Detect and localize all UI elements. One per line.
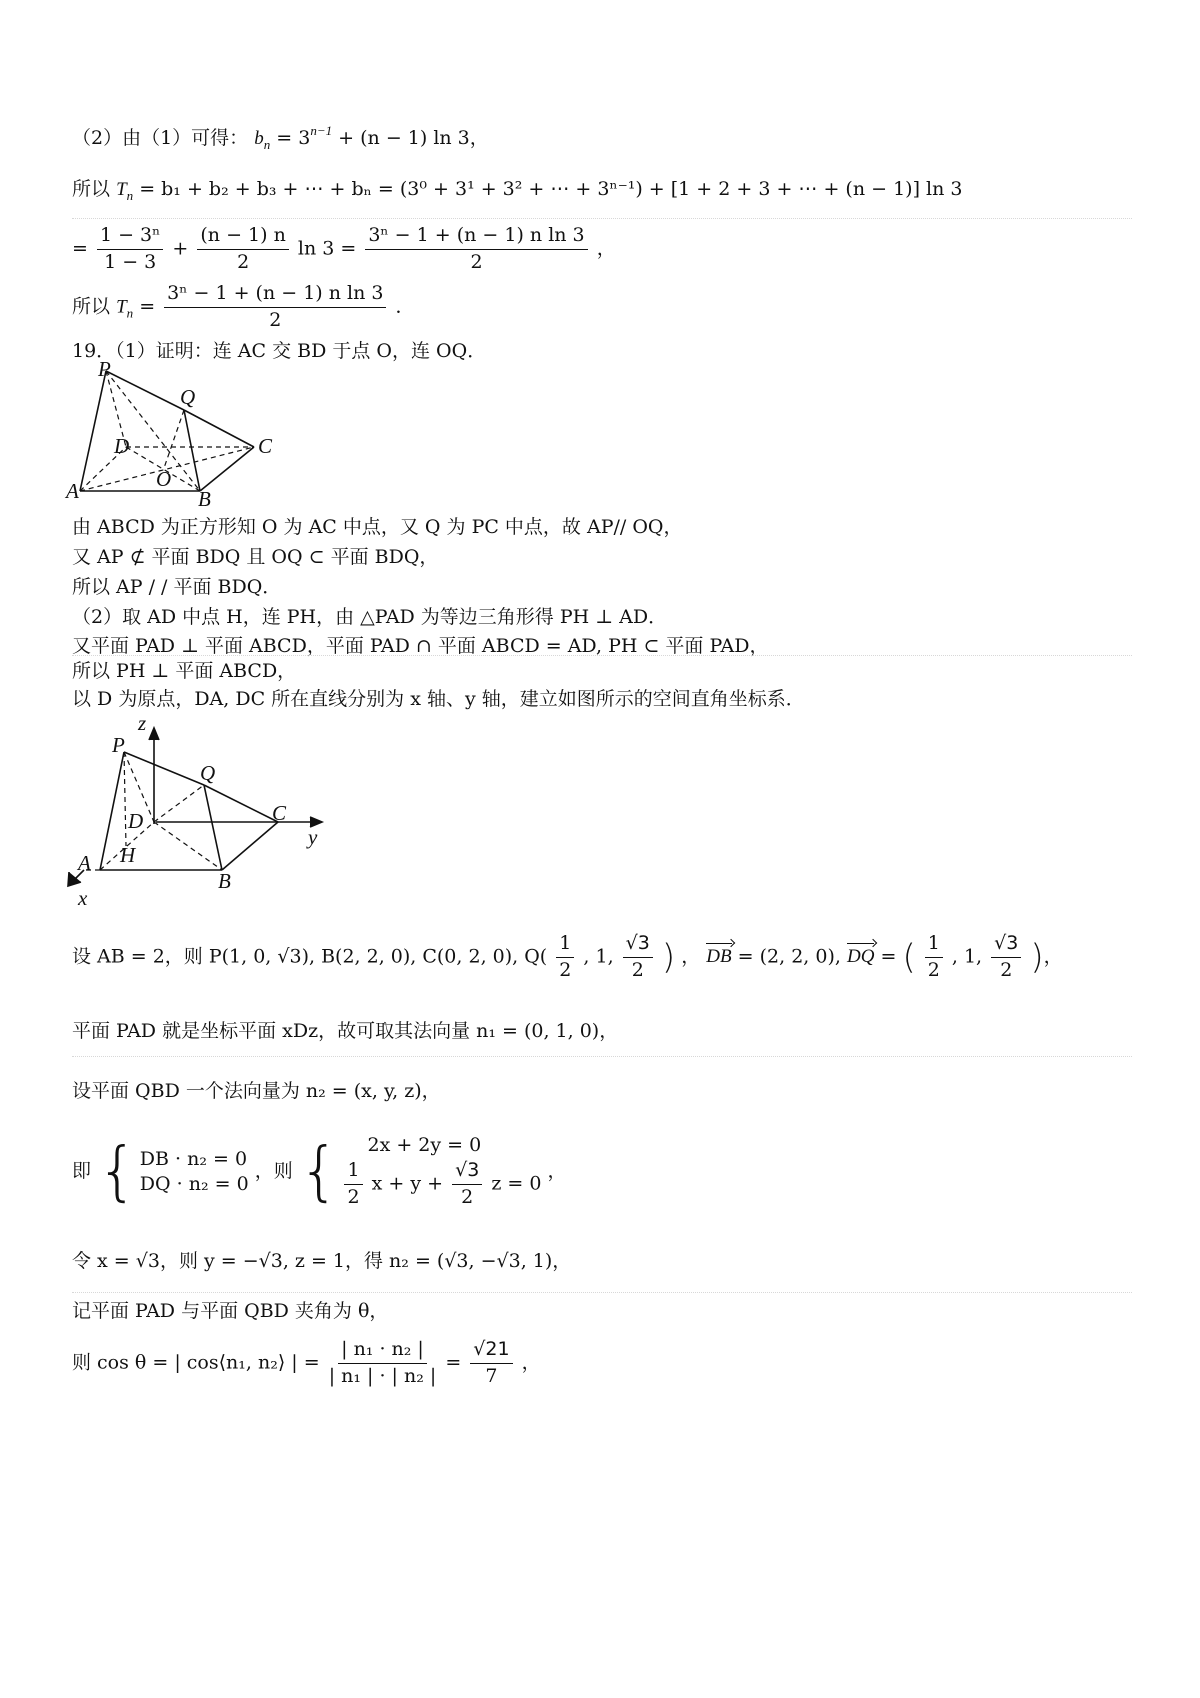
fig2-label-p: P — [112, 733, 125, 757]
system-vectors: { DB · n₂ = 0 DQ · n₂ = 0 — [97, 1134, 249, 1209]
part2-line-1: （2）取 AD 中点 H，连 PH，由 △PAD 为等边三角形得 PH ⊥ AD． — [72, 606, 668, 628]
fig2-label-z: z — [138, 712, 147, 735]
part2-title: （2）由（1）可得： — [72, 127, 249, 149]
coords-line: 设 AB = 2，则 P(1, 0, √3), B(2, 2, 0), C(0, 2, 0), Q( $\frac{1}{2}$ , 1, $\frac{√3}{2}$ ) ， DB = (2, 2, 0), DQ = ( $\frac{1}{2}$ , 1, $\frac{√3}{2}$ )， — [72, 932, 1063, 981]
fig2-label-d: D — [128, 809, 144, 833]
normal-1-line: 平面 PAD 就是坐标平面 xDz，故可取其法向量 n₁ = (0, 1, 0)， — [72, 1020, 619, 1042]
fig2-label-a: A — [78, 851, 91, 875]
cos-result: $\frac{√21}{7}$ — [470, 1340, 512, 1387]
part2-line-2: 又平面 PAD ⊥ 平面 ABCD，平面 PAD ∩ 平面 ABCD = AD, PH ⊂ 平面 PAD， — [72, 635, 769, 657]
let-line: 令 x = √3，则 y = −√3, z = 1，得 n₂ = (√3, −√3, 1)， — [72, 1250, 572, 1272]
fig2-label-c: C — [272, 801, 287, 825]
fig1-label-o: O — [156, 467, 172, 491]
cos-fraction: $\frac{\text{| n₁ · n₂ |}}{\text{| n₁ | · | n₂ |}}$ — [328, 1338, 437, 1387]
part2-line-4: 以 D 为原点，DA, DC 所在直线分别为 x 轴、y 轴，建立如图所示的空间直角坐标系． — [72, 688, 805, 710]
pyramid-figure-1 — [64, 360, 294, 510]
fig1-label-a: A — [66, 479, 79, 503]
line-tn: 所以 $T_n = b_1 + b_2 + b_3$ + ⋯ + bₙ = (3⁰ + 3¹ + 3² + ⋯ + 3ⁿ⁻¹) + [1 + 2 + 3 + ⋯ + (n − 1)] ln 3 — [72, 178, 963, 203]
fig2-label-h: H — [120, 843, 136, 867]
proof-line-1: 由 ABCD 为正方形知 O 为 AC 中点，又 Q 为 PC 中点，故 AP// OQ， — [72, 516, 683, 538]
line-sum-frac: = $\frac{\text{1 − 3ⁿ}}{1 - 3}$ + $\frac{(n - 1) n}{2}$ ln 3 = $\frac{\text{3ⁿ − 1 + (n − 1) n ln 3}}{2}$ ， — [72, 224, 616, 273]
coordinate-figure-2 — [60, 712, 350, 912]
part2-line-3: 所以 PH ⊥ 平面 ABCD， — [72, 660, 297, 682]
fig2-label-x: x — [78, 886, 88, 910]
frac-result: $\frac{\text{3ⁿ − 1 + (n − 1) n ln 3}}{2}$ — [365, 226, 587, 273]
line-bn: （2）由（1）可得： $b_n = 3^{n-1} + (n - 1)$ ln 3， — [72, 123, 489, 152]
fig1-label-c: C — [258, 434, 273, 458]
proof-line-2: 又 AP ⊄ 平面 BDQ 且 OQ ⊂ 平面 BDQ， — [72, 546, 439, 568]
q19-line: 19．（1）证明：连 AC 交 BD 于点 O，连 OQ． — [72, 340, 487, 362]
line-tn-result: 所以 $T_n$ = $\frac{\text{3ⁿ − 1 + (n − 1) n ln 3}}{2}$ ． — [72, 282, 415, 331]
frac-tn-result: $\frac{\text{3ⁿ − 1 + (n − 1) n ln 3}}{2}$ — [164, 284, 386, 331]
system-equations: { 2x + 2y = 0 $\frac{1}{2}$ x + y + $\frac{√3}{2}$ z = 0 — [298, 1134, 542, 1209]
divider — [72, 655, 1132, 656]
frac-arith: $\frac{(n - 1) n}{2}$ — [197, 226, 288, 273]
fig2-label-y: y — [308, 825, 318, 849]
angle-line: 记平面 PAD 与平面 QBD 夹角为 θ， — [72, 1300, 389, 1322]
divider — [72, 1292, 1132, 1293]
fig1-label-d: D — [114, 434, 130, 458]
fig1-label-q: Q — [180, 385, 196, 409]
cos-line: 则 cos θ = | cos⟨n₁, n₂⟩ | = $\frac{\text{| n₁ · n₂ |}}{\text{| n₁ | · | n₂ |}}$ = $\frac{√21}{7}$ ， — [72, 1338, 541, 1387]
proof-line-3: 所以 AP / / 平面 BDQ． — [72, 576, 282, 598]
tn-sum: = b₁ + b₂ + b₃ + ⋯ + bₙ = (3⁰ + 3¹ + 3² + ⋯ + 3ⁿ⁻¹) + [1 + 2 + 3 + ⋯ + (n − 1)] ln 3 — [139, 178, 963, 200]
fig1-label-b: B — [198, 487, 211, 510]
bn-lhs: b — [254, 128, 264, 149]
frac-geom: $\frac{\text{1 − 3ⁿ}}{1 - 3}$ — [97, 226, 163, 273]
normal-2-line: 设平面 QBD 一个法向量为 n₂ = (x, y, z)， — [72, 1080, 441, 1102]
tn-prefix: 所以 — [72, 178, 111, 200]
divider — [72, 1056, 1132, 1057]
vector-db: DB — [706, 946, 732, 968]
fig2-label-q: Q — [200, 761, 216, 785]
bn-rhs-b: + (n − 1) ln 3， — [338, 127, 489, 149]
vector-dq: DQ — [846, 946, 875, 968]
bn-rhs-a: = 3 — [276, 127, 311, 149]
fig2-label-b: B — [218, 869, 231, 893]
fig1-label-p: P — [98, 360, 111, 381]
system-line: 即 { DB · n₂ = 0 DQ · n₂ = 0 ，则 { 2x + 2y = 0 $\frac{1}{2}$ x + y + $\frac{√3}{2}$ z = 0 ， — [72, 1134, 567, 1209]
divider — [72, 218, 1132, 219]
